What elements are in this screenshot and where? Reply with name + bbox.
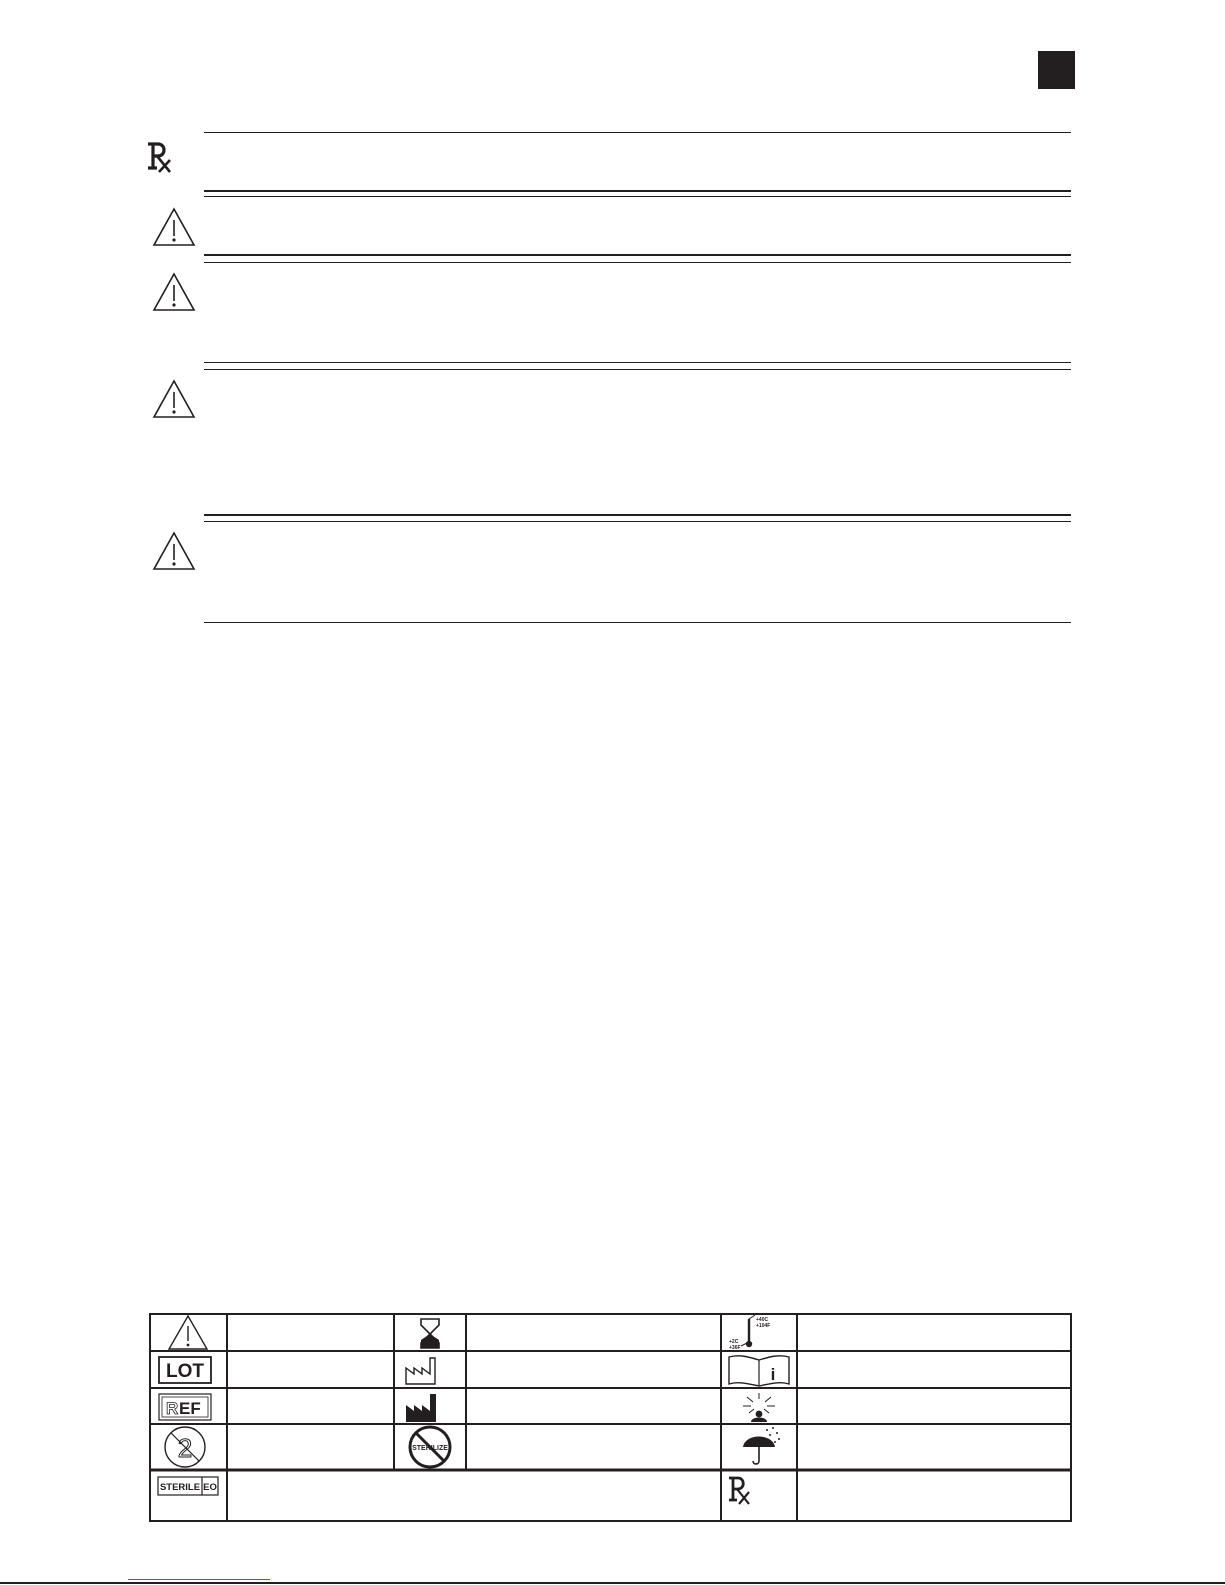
rx-icon <box>146 142 174 174</box>
lot-label: LOT <box>166 1361 204 1382</box>
sterile-label: STERILE <box>159 1482 201 1493</box>
caution-triangle-icon <box>169 1316 207 1349</box>
language-tab <box>1038 51 1075 89</box>
temp-high-label: +40C <box>756 1317 769 1323</box>
date-of-manufacture-icon <box>406 1358 435 1384</box>
symbols-glossary-table <box>149 1313 1072 1522</box>
eo-label: EO <box>203 1482 217 1493</box>
rx-icon <box>729 1478 749 1504</box>
temp-low-label: +2C <box>729 1339 739 1345</box>
section-divider <box>204 362 1071 363</box>
section-divider <box>204 254 1071 256</box>
consult-instructions-icon <box>729 1356 789 1386</box>
ref-icon <box>159 1394 211 1420</box>
section-divider <box>204 521 1071 522</box>
caution-triangle-icon <box>152 207 196 247</box>
use-by-hourglass-icon <box>421 1319 439 1348</box>
caution-triangle-icon <box>152 379 196 419</box>
keep-from-sunlight-icon <box>743 1393 775 1422</box>
section-divider <box>204 369 1071 370</box>
section-divider <box>204 196 1071 197</box>
temp-low-f-label: +36F <box>729 1345 741 1351</box>
temperature-limit-icon <box>729 1315 770 1351</box>
ref-ef-label: EF <box>179 1399 201 1418</box>
do-not-resterilize-icon <box>410 1427 450 1467</box>
temp-high-f-label: +104F <box>756 1323 771 1329</box>
sterilize-label: STERILIZE <box>412 1445 448 1452</box>
footer-rule <box>0 1582 1225 1584</box>
keep-dry-icon <box>743 1427 780 1464</box>
info-label: i <box>770 1365 776 1384</box>
section-divider <box>204 622 1071 623</box>
manufacturer-icon <box>406 1394 436 1422</box>
section-divider <box>204 514 1071 516</box>
section-divider <box>204 190 1071 192</box>
do-not-reuse-icon <box>165 1427 205 1467</box>
caution-triangle-icon <box>152 272 196 312</box>
footer-link-underline <box>128 1579 270 1580</box>
section-divider <box>204 262 1071 263</box>
lot-icon <box>159 1357 211 1383</box>
ref-r-label: R <box>166 1399 179 1418</box>
sterile-eo-icon <box>158 1477 218 1495</box>
section-divider <box>204 132 1071 133</box>
reuse-label: 2 <box>177 1433 193 1463</box>
caution-triangle-icon <box>152 531 196 571</box>
